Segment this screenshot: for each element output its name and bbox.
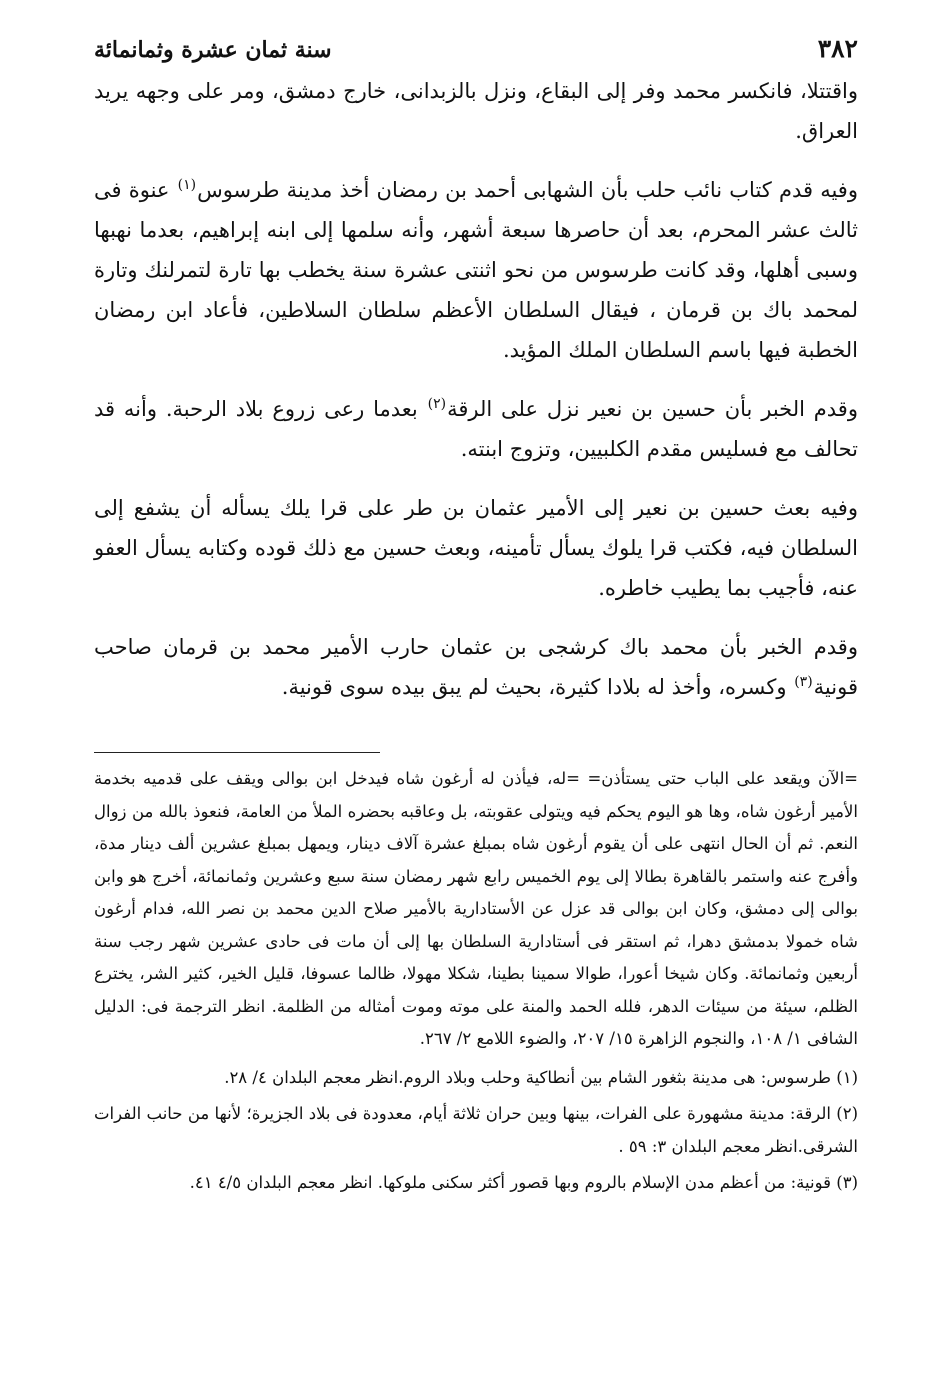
page-number: ٣٨٢ bbox=[817, 34, 858, 63]
paragraph bbox=[94, 627, 858, 707]
footnote-2: (٢) الرقة: مدينة مشهورة على الفرات، بينها وبين حران ثلاثة أيام، معدودة فى بلاد الجزيرة؛ لأنها من حانب الفرات الشرقى.انظر معجم البلدان ٣: ٥٩ . bbox=[94, 1104, 858, 1156]
footnote-ref[interactable]: (٢) bbox=[427, 396, 447, 412]
footnote-3: (٣) قونية: من أعظم مدن الإسلام بالروم وبها قصور أكثر سكنى ملوكها. انظر معجم البلدان ٤/٥ ٤١. bbox=[189, 1173, 858, 1192]
footnote-continuation: =الآن ويقعد على الباب حتى يستأذن= =له، فيأذن له أرغون شاه فيدخل ابن بوالى ويقف على قدميه بخدمة الأمير أرغون شاه، وها هو اليوم يحكم فيه ويتولى عقوبته، بل وعاقبه بحضره الملأ من العامة، فنعوذ بالله من زوال النعم. ثم أن الحال انتهى على أن يقوم أرغون شاه بمبلغ عشرة آلاف دينار، ويمهل بمبلغ عشرين ألف دينار مدة، وأفرج عنه واستمر بالقاهرة بطالا إلى يوم الخميس رابع شهر رمضان سنة سبع وعشرين وثمانمائة، أخرج هو وابن بوالى إلى دمشق، وكان ابن بوالى قد عزل عن الأستادارية بالأمير صلاح الدين محمد بن نصر الله، فدام أرغون شاه خمولا بدمشق دهرا، ثم استقر فى أستادارية السلطان بها إلى أن مات فى حادى عشرين شهر رجب سنة أربعين وثمانمائة. وكان شيخا أعورا، طوالا سمينا بطينا، شكلا مهولا، ظالما عسوفا، قليل الخير، كثير الشر، يخترع الظلم، سيئة من سيئات الدهر، فلله الحمد والمنة على موته وموت أمثاله من الظلمة. انظر الترجمة فى: الدليل الشافى ١/ ١٠٨، والنجوم الزاهرة ١٥/ ٢٠٧، والضوء اللامع ٢/ ٢٦٧. bbox=[94, 769, 858, 1048]
paragraph bbox=[94, 71, 858, 151]
running-title: سنة ثمان عشرة وثمانمائة bbox=[94, 37, 332, 63]
footnotes bbox=[94, 763, 858, 1200]
footnote-ref[interactable]: (٣) bbox=[794, 674, 813, 690]
footnote-ref[interactable]: (١) bbox=[177, 177, 197, 193]
paragraph bbox=[94, 389, 858, 469]
footnote-divider-wrap bbox=[94, 726, 858, 763]
paragraph-text: وفيه قدم كتاب نائب حلب بأن الشهابى أحمد بن رمضان أخذ مدينة طرسوس bbox=[197, 178, 858, 202]
paragraph-text: وقدم الخبر بأن حسين بن نعير نزل على الرقة bbox=[447, 397, 858, 421]
paragraph-text: واقتتلا، فانكسر محمد وفر إلى البقاع، ونزل بالزبدانى، خارج دمشق، ومر على وجهه يريد العراق. bbox=[94, 79, 858, 143]
paragraph-text: بعدما رعى زروع بلاد الرحبة. وأنه قد تحالف مع فسليس مقدم الكلبيين، وتزوج ابنته. bbox=[94, 397, 858, 461]
page-header bbox=[94, 34, 858, 71]
main-text bbox=[94, 71, 858, 707]
paragraph bbox=[94, 170, 858, 370]
paragraph-text: وقدم الخبر بأن محمد باك كرشجى بن عثمان حارب الأمير محمد بن قرمان صاحب قونية bbox=[94, 635, 858, 699]
paragraph-text: وكسره، وأخذ له بلادا كثيرة، بحيث لم يبق بيده سوى قونية. bbox=[281, 675, 794, 699]
paragraph bbox=[94, 488, 858, 608]
footnote-1: (١) طرسوس: هى مدينة بثغور الشام بين أنطاكية وحلب وبلاد الروم.انظر معجم البلدان ٤/ ٢٨. bbox=[224, 1067, 858, 1087]
paragraph-text: وفيه بعث حسين بن نعير إلى الأمير عثمان بن طر على قرا يلك يسأله أن يشفع إلى السلطان فيه، فكتب قرا يلوك يسأل تأمينه، وبعث حسين مع ذلك قوده وكتابه يسأل العفو عنه، فأجيب بما يطيب خاطره. bbox=[94, 496, 858, 600]
paragraph-text: عنوة فى ثالث عشر المحرم، بعد أن حاصرها سبعة أشهر، وأنه سلمها إلى ابنه إبراهيم، بعدما نهبها وسبى أهلها، وقد كانت طرسوس من نحو اثنتى عشرة سنة يخطب بها تارة لتمرلنك وتارة لمحمد باك بن قرمان ، فيقال السلطان الأعظم سلطان السلاطين، فأعاد ابن رمضان الخطبة فيها باسم السلطان الملك المؤيد. bbox=[94, 178, 858, 362]
footnote-divider bbox=[94, 752, 380, 753]
